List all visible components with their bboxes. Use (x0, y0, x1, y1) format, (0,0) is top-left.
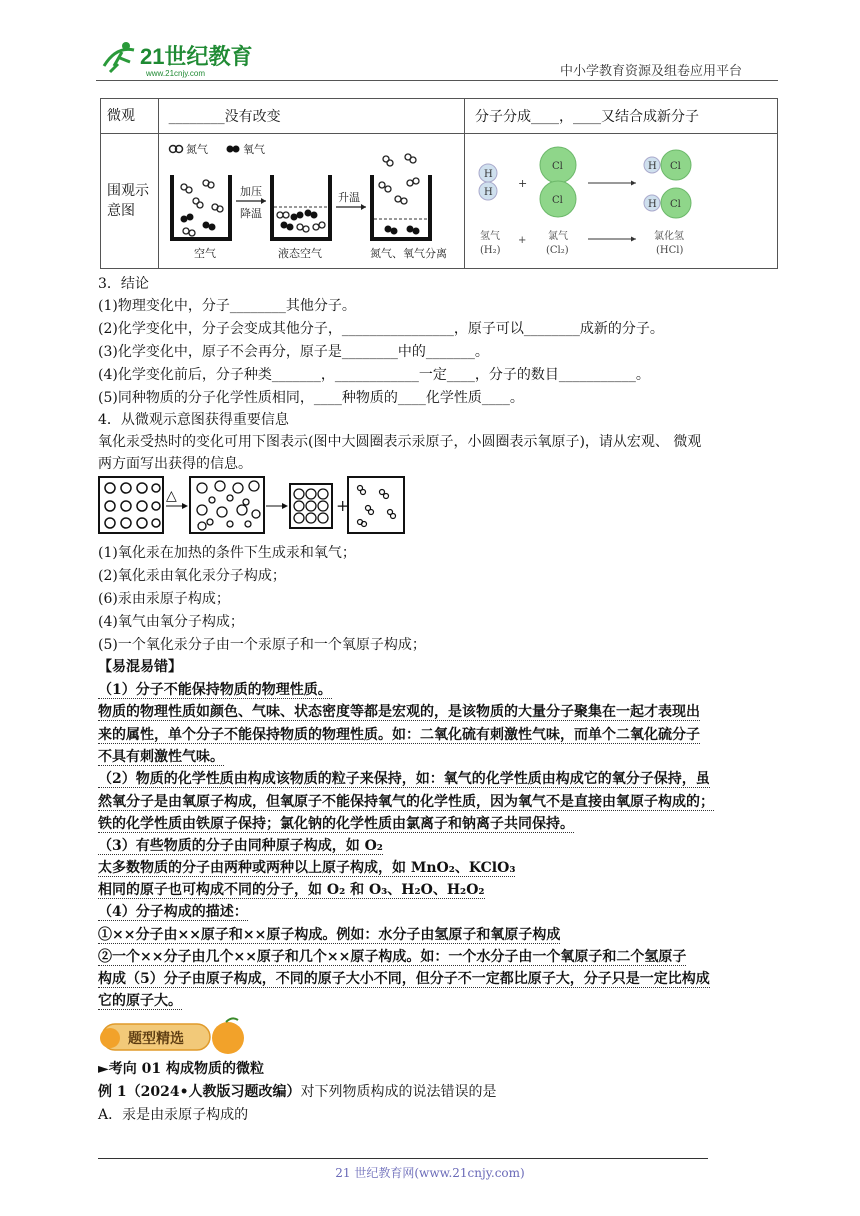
confusion-line: 来的属性，单个分子不能保持物质的物理性质。如：二氧化硫有刺激性气味，而单个二氧化硫分子 (98, 727, 700, 743)
row-label-diagram: 围观示 意图 (101, 134, 159, 269)
svg-text:氯化氢: 氯化氢 (654, 231, 684, 242)
info-item: (5)一个氧化汞分子由一个汞原子和一个氧原子构成； (98, 637, 426, 653)
info-desc: 氧化汞受热时的变化可用下图表示(图中大圆圈表示汞原子，小圆圈表示氧原子)，请从宏观、 微观 (98, 434, 702, 450)
svg-text:Cl: Cl (552, 195, 563, 206)
direction-heading: ►考向 01 构成物质的微粒 (98, 1061, 264, 1077)
conclusion-item: (3)化学变化中，原子不会再分，原子是________中的_______。 (98, 344, 489, 360)
svg-text:题型精选: 题型精选 (128, 1031, 184, 1047)
svg-text:21世纪教育: 21世纪教育 (140, 44, 253, 69)
svg-text:H: H (484, 187, 493, 198)
footer-text: 21 世纪教育网(www.21cnjy.com) (335, 1166, 525, 1180)
svg-text:www.21cnjy.com: www.21cnjy.com (146, 69, 205, 78)
platform-name: 中小学教育资源及组卷应用平台 (560, 64, 743, 79)
svg-text:+: + (336, 496, 350, 515)
mercury-oxide-diagram (98, 476, 408, 540)
svg-text:降温: 降温 (239, 207, 262, 220)
physical-change-diagram (158, 134, 464, 269)
info-heading: 4．从微观示意图获得重要信息 (98, 412, 289, 428)
svg-text:加压: 加压 (239, 185, 262, 198)
example-1 (98, 1081, 497, 1103)
confusion-line: 物质的物理性质如颜色、气味、状态密度等都是宏观的，是该物质的大量分子聚集在一起才表现出 (98, 704, 700, 720)
confusion-heading: 【易混易错】 (98, 659, 182, 675)
chemical-change-micro: 分子分成____，____又结合成新分子 (465, 99, 778, 134)
svg-text:氯气: 氯气 (548, 231, 568, 242)
info-item: (4)氧气由氧分子构成； (98, 614, 244, 630)
info-item: (6)汞由汞原子构成； (98, 591, 230, 607)
conclusion-item: (1)物理变化中，分子________其他分子。 (98, 298, 356, 314)
conclusion-heading: 3．结论 (98, 276, 149, 292)
svg-text:H: H (484, 169, 493, 180)
confusion-line: 然氧分子是由氧原子构成，但氧原子不能保持氧气的化学性质，因为氧气不是直接由氧原子构成的； (98, 794, 714, 810)
svg-text:Cl: Cl (670, 161, 681, 172)
svg-text:(H₂): (H₂) (480, 245, 501, 256)
question-types-badge (98, 1016, 248, 1058)
conclusion-item: (2)化学变化中，分子会变成其他分子，________________，原子可以________成新的分子。 (98, 321, 664, 337)
svg-text:氢气: 氢气 (480, 231, 500, 242)
footer-divider (98, 1158, 708, 1159)
info-item: (1)氧化汞在加热的条件下生成汞和氧气； (98, 545, 356, 561)
svg-text:氮气、氧气分离: 氮气、氧气分离 (369, 247, 447, 260)
confusion-line: （1）分子不能保持物质的物理性质。 (98, 682, 332, 698)
svg-text:+: + (518, 177, 528, 190)
svg-text:Cl: Cl (552, 161, 563, 172)
confusion-line: （3）有些物质的分子由同种原子构成，如 O₂ (98, 838, 383, 854)
svg-text:液态空气: 液态空气 (277, 247, 322, 260)
svg-text:空气: 空气 (193, 247, 216, 260)
row-label-micro: 微观 (101, 99, 159, 134)
option-a: A．汞是由汞原子构成的 (98, 1107, 249, 1123)
svg-text:H: H (648, 161, 657, 172)
info-desc: 两方面写出获得的信息。 (98, 456, 252, 472)
comparison-table (100, 98, 778, 269)
svg-text:升温: 升温 (337, 191, 360, 204)
confusion-line: 太多数物质的分子由两种或两种以上原子构成，如 MnO₂、KClO₃ (98, 860, 516, 876)
svg-text:(Cl₂): (Cl₂) (546, 245, 569, 256)
confusion-line: （2）物质的化学性质由构成该物质的粒子来保持，如：氧气的化学性质由构成它的氧分子保持，虽 (98, 771, 710, 787)
confusion-line: ①××分子由××原子和××原子构成。例如：水分子由氢原子和氧原子构成 (98, 927, 561, 943)
header-divider (96, 80, 778, 81)
physical-change-micro: ________没有改变 (158, 99, 464, 134)
svg-text:氧气: 氧气 (242, 143, 265, 156)
site-logo (96, 36, 256, 80)
confusion-line: （4）分子构成的描述： (98, 904, 248, 920)
example-label: 例 1（2024•人教版习题改编） (98, 1084, 301, 1100)
conclusion-item: (5)同种物质的分子化学性质相同，____种物质的____化学性质____。 (98, 390, 524, 406)
svg-text:△: △ (166, 488, 177, 504)
svg-text:氮气: 氮气 (185, 143, 208, 156)
svg-text:(HCl): (HCl) (656, 245, 684, 256)
conclusion-item: (4)化学变化前后，分子种类_______，____________一定____，分子的数目___________。 (98, 367, 650, 383)
confusion-line: 构成（5）分子由原子构成，不同的原子大小不同，但分子不一定都比原子大，分子只是一定比构成 (98, 971, 710, 987)
example-text: 对下列物质构成的说法错误的是 (300, 1084, 497, 1100)
svg-text:Cl: Cl (670, 199, 681, 210)
confusion-line: 不具有刺激性气味。 (98, 749, 224, 765)
info-item: (2)氧化汞由氧化汞分子构成； (98, 568, 286, 584)
chemical-change-diagram (465, 134, 778, 269)
confusion-line: ②一个××分子由几个××原子和几个××原子构成。如：一个水分子由一个氧原子和二个氢原子 (98, 949, 687, 965)
confusion-line: 它的原子大。 (98, 993, 182, 1009)
confusion-line: 铁的化学性质由铁原子保持；氯化钠的化学性质由氯离子和钠离子共同保持。 (98, 816, 574, 832)
svg-text:H: H (648, 199, 657, 210)
svg-text:+: + (518, 235, 527, 246)
confusion-line: 相同的原子也可构成不同的分子，如 O₂ 和 O₃、H₂O、H₂O₂ (98, 882, 485, 898)
